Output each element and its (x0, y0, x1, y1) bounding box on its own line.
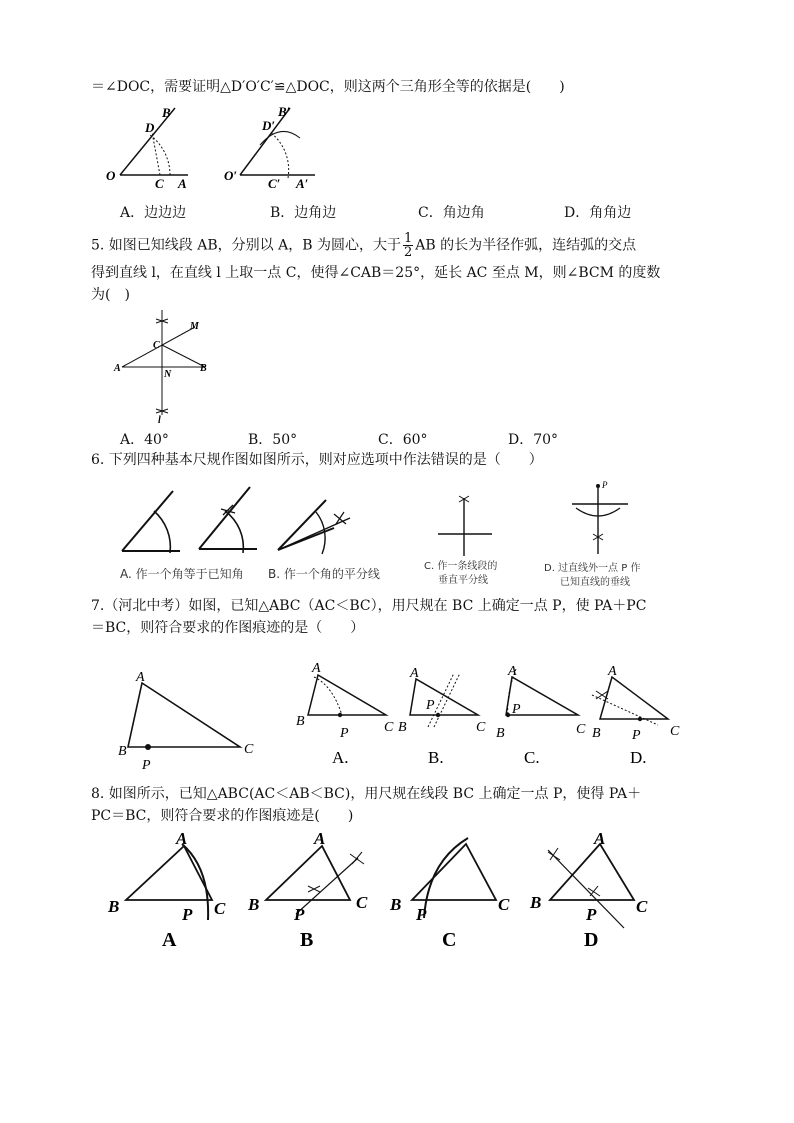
q5-option-a[interactable]: A．40° (120, 432, 169, 448)
q4f1-label-O: O (106, 168, 116, 183)
q6-figure-d (568, 478, 638, 558)
q4f1-label-B: B (162, 105, 171, 120)
q5-stem-line2: 得到直线 l，在直线 l 上取一点 C，使得∠CAB＝25°，延长 AC 至点 M，则∠BCM 的度数 (91, 265, 661, 281)
q7-option-b-figure[interactable] (398, 655, 498, 770)
q6-figure-c (430, 490, 500, 560)
q5-label-N: N (164, 369, 172, 380)
q6-caption-d2: 已知直线的垂线 (560, 577, 630, 588)
q7-main-B: B (118, 744, 127, 759)
svg-text:A: A (508, 664, 517, 679)
svg-text:B: B (530, 893, 542, 912)
q4-option-d[interactable]: D．角角边 (564, 205, 632, 221)
svg-text:C: C (498, 895, 510, 914)
svg-text:C: C (576, 722, 586, 737)
q5-figure (110, 305, 220, 425)
q7-stem-line2: ＝BC，则符合要求的作图痕迹的是（ ） (91, 620, 365, 636)
q7-main-P: P (142, 758, 151, 773)
q6-figure-a2 (195, 483, 275, 558)
svg-text:P: P (586, 905, 597, 924)
q4f1-label-A: A (178, 176, 187, 191)
svg-text:C: C (356, 893, 368, 912)
q4-option-c[interactable]: C．角边角 (418, 205, 485, 221)
svg-text:A: A (312, 661, 321, 676)
q7-option-a-figure[interactable] (294, 655, 404, 770)
q6-caption-c1[interactable]: C. 作一条线段的 (424, 561, 498, 572)
q7-main-C: C (244, 742, 254, 757)
q8-option-c-label: C (442, 929, 457, 951)
q8-stem-line1: 8. 如图所示，已知△ABC(AC＜AB＜BC)，用尺规在线段 BC 上确定一点 P，使得 PA＋ (91, 786, 642, 802)
q5-label-l: l (158, 415, 161, 426)
q5-stem-line1: 5. 如图已知线段 AB，分别以 A，B 为圆心，大于 $\frac{1}{2}$ AB 的长为半径作弧，连结弧的交点 (91, 231, 637, 260)
svg-text:B: B (248, 895, 260, 914)
q7-option-d-figure[interactable] (588, 655, 688, 770)
q7-option-b-label: B. (428, 748, 444, 767)
svg-text:A: A (608, 664, 617, 679)
q8-option-b-label: B (300, 929, 314, 951)
svg-text:P: P (182, 905, 193, 924)
q4f2-label-B: B′ (278, 104, 291, 119)
svg-text:P: P (632, 728, 641, 743)
svg-text:B: B (398, 720, 407, 735)
svg-text:B: B (496, 726, 505, 741)
q5-option-d[interactable]: D．70° (508, 432, 559, 448)
q6-caption-d1[interactable]: D. 过直线外一点 P 作 (544, 563, 641, 574)
q7-option-d-label: D. (630, 748, 647, 767)
q7-main-figure (114, 665, 264, 775)
q5-label-M: M (190, 321, 199, 332)
svg-text:C: C (476, 720, 486, 735)
svg-text:C: C (670, 724, 680, 739)
q8-option-a-figure[interactable] (106, 828, 246, 953)
q4-stem-tail: ＝∠DOC，需要证明△D′O′C′≌△DOC，则这两个三角形全等的依据是( ) (91, 79, 565, 95)
svg-text:B: B (296, 714, 305, 729)
svg-text:A: A (410, 666, 419, 681)
q7-main-A: A (136, 670, 145, 685)
q5-fraction: $\frac{1}{2}$ (403, 231, 413, 260)
svg-text:P: P (294, 905, 305, 924)
svg-text:A: A (314, 829, 326, 848)
q4f2-label-O: O′ (224, 168, 238, 183)
q8-option-c-figure[interactable] (388, 828, 528, 953)
q4f2-label-C: C′ (268, 176, 281, 191)
q7-option-c-figure[interactable] (494, 655, 594, 770)
q4-option-b[interactable]: B．边角边 (270, 205, 337, 221)
q4f1-label-C: C (155, 176, 164, 191)
svg-text:A: A (594, 829, 606, 848)
q5-option-b[interactable]: B．50° (248, 432, 298, 448)
q6-caption-c2: 垂直平分线 (438, 575, 488, 586)
q5-stem-line3: 为( ) (91, 287, 130, 303)
q7-stem-line1: 7.（河北中考）如图，已知△ABC（AC＜BC），用尺规在 BC 上确定一点 P，使 PA＋PC (91, 598, 647, 614)
q4-figure-2 (220, 100, 330, 195)
q4f2-label-D: D′ (262, 118, 276, 133)
q4f1-label-D: D (145, 120, 155, 135)
svg-text:C: C (384, 720, 394, 735)
q6-label-P: P (602, 480, 608, 490)
svg-text:P: P (340, 726, 349, 741)
svg-text:A: A (176, 829, 188, 848)
q8-option-a-label: A (162, 929, 177, 951)
q8-stem-line2: PC＝BC，则符合要求的作图痕迹是( ) (91, 808, 354, 824)
q6-figure-a (118, 483, 198, 558)
q6-caption-b[interactable]: B. 作一个角的平分线 (268, 567, 380, 581)
q8-option-d-label: D (584, 929, 599, 951)
q5-label-C: C (153, 340, 160, 351)
q8-option-d-figure[interactable] (528, 828, 668, 953)
q4-option-a[interactable]: A．边边边 (120, 205, 187, 221)
q8-option-b-figure[interactable] (246, 828, 386, 953)
svg-text:P: P (512, 702, 521, 717)
q4-figure-1 (100, 100, 210, 195)
q6-figure-b (274, 490, 364, 560)
svg-text:P: P (416, 905, 427, 924)
q5-label-A: A (114, 363, 121, 374)
q5-option-c[interactable]: C．60° (378, 432, 428, 448)
q6-stem: 6. 下列四种基本尺规作图如图所示，则对应选项中作法错误的是（ ） (91, 452, 543, 468)
q4f2-label-A: A′ (296, 176, 309, 191)
q6-caption-a[interactable]: A. 作一个角等于已知角 (120, 567, 244, 581)
svg-text:C: C (214, 899, 226, 918)
svg-text:B: B (592, 726, 601, 741)
svg-text:P: P (426, 698, 435, 713)
svg-text:C: C (636, 897, 648, 916)
q5-label-B: B (200, 363, 207, 374)
q7-option-c-label: C. (524, 748, 540, 767)
q7-option-a-label: A. (332, 748, 349, 767)
svg-text:B: B (108, 897, 120, 916)
svg-text:B: B (390, 895, 402, 914)
